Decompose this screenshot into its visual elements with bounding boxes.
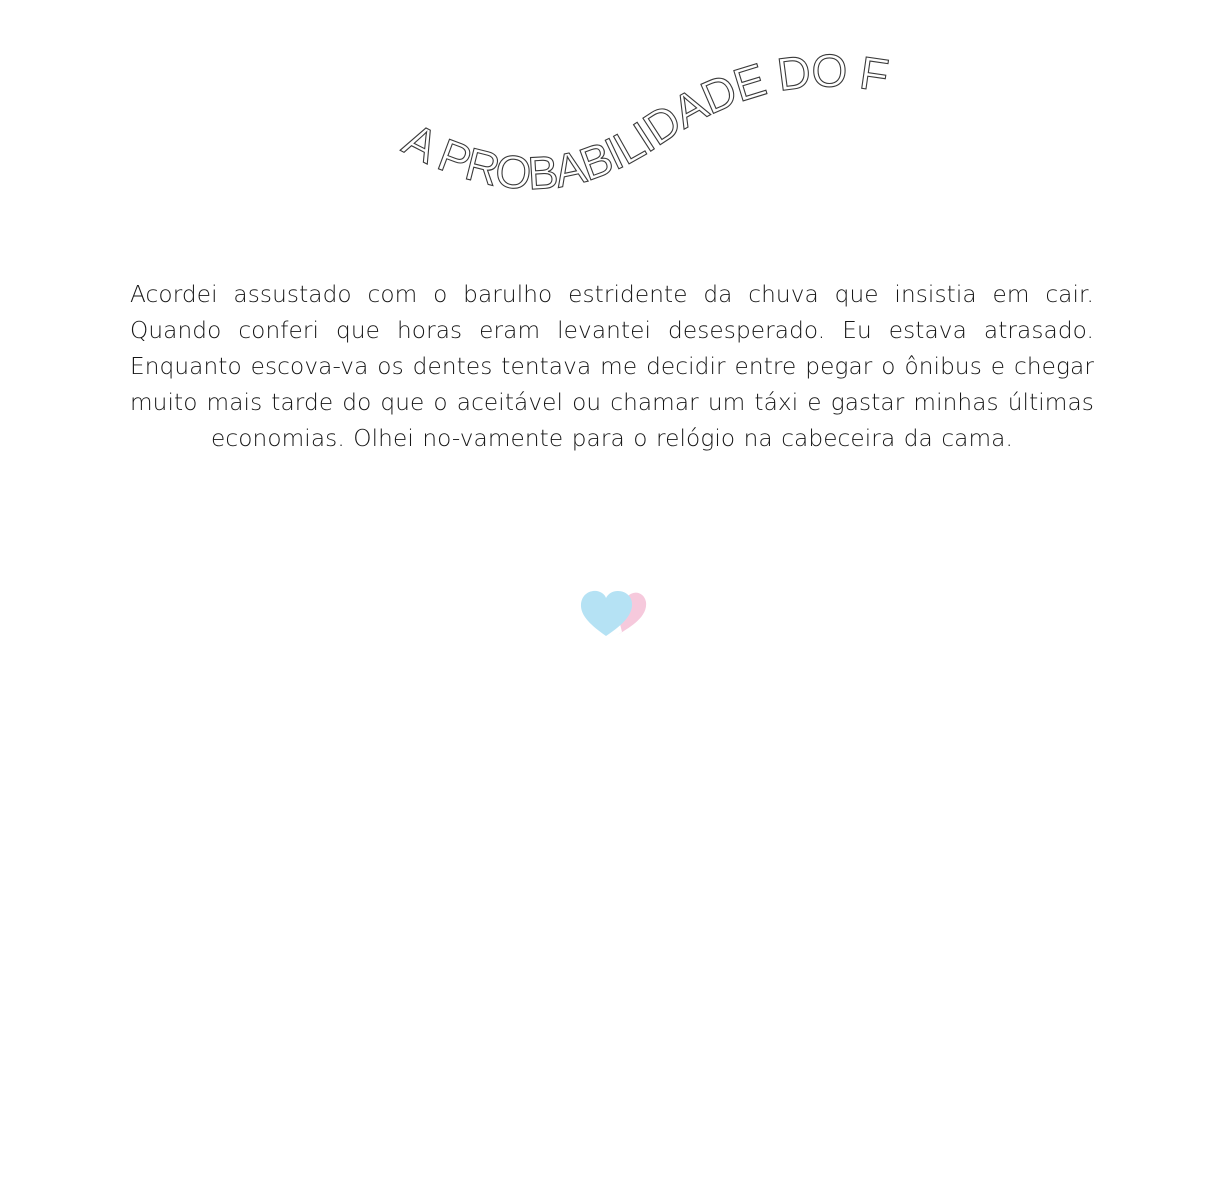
chapter-title-text: A PROBABILIDADE DO FUTURO DE NÓS DOIS: [362, 0, 891, 200]
chapter-title: [363, 0, 891, 199]
title-block: [362, 0, 920, 220]
two-hearts-icon: [578, 588, 650, 638]
chapter-title-curve: [362, 0, 920, 220]
body-paragraph: Acordei assustado com o barulho estridente da chuva que insistia em cair. Quando conferi que horas eram levantei desesperado. Eu estava atrasado. Enquanto escova-va os dentes tentava me decidir entre pegar o ônibus e chegar muito mais tarde do que o aceitável ou chamar um táxi e gastar minhas últimas economias. Olhei no-vamente para o relógio na cabeceira da cama.: [130, 281, 1094, 452]
